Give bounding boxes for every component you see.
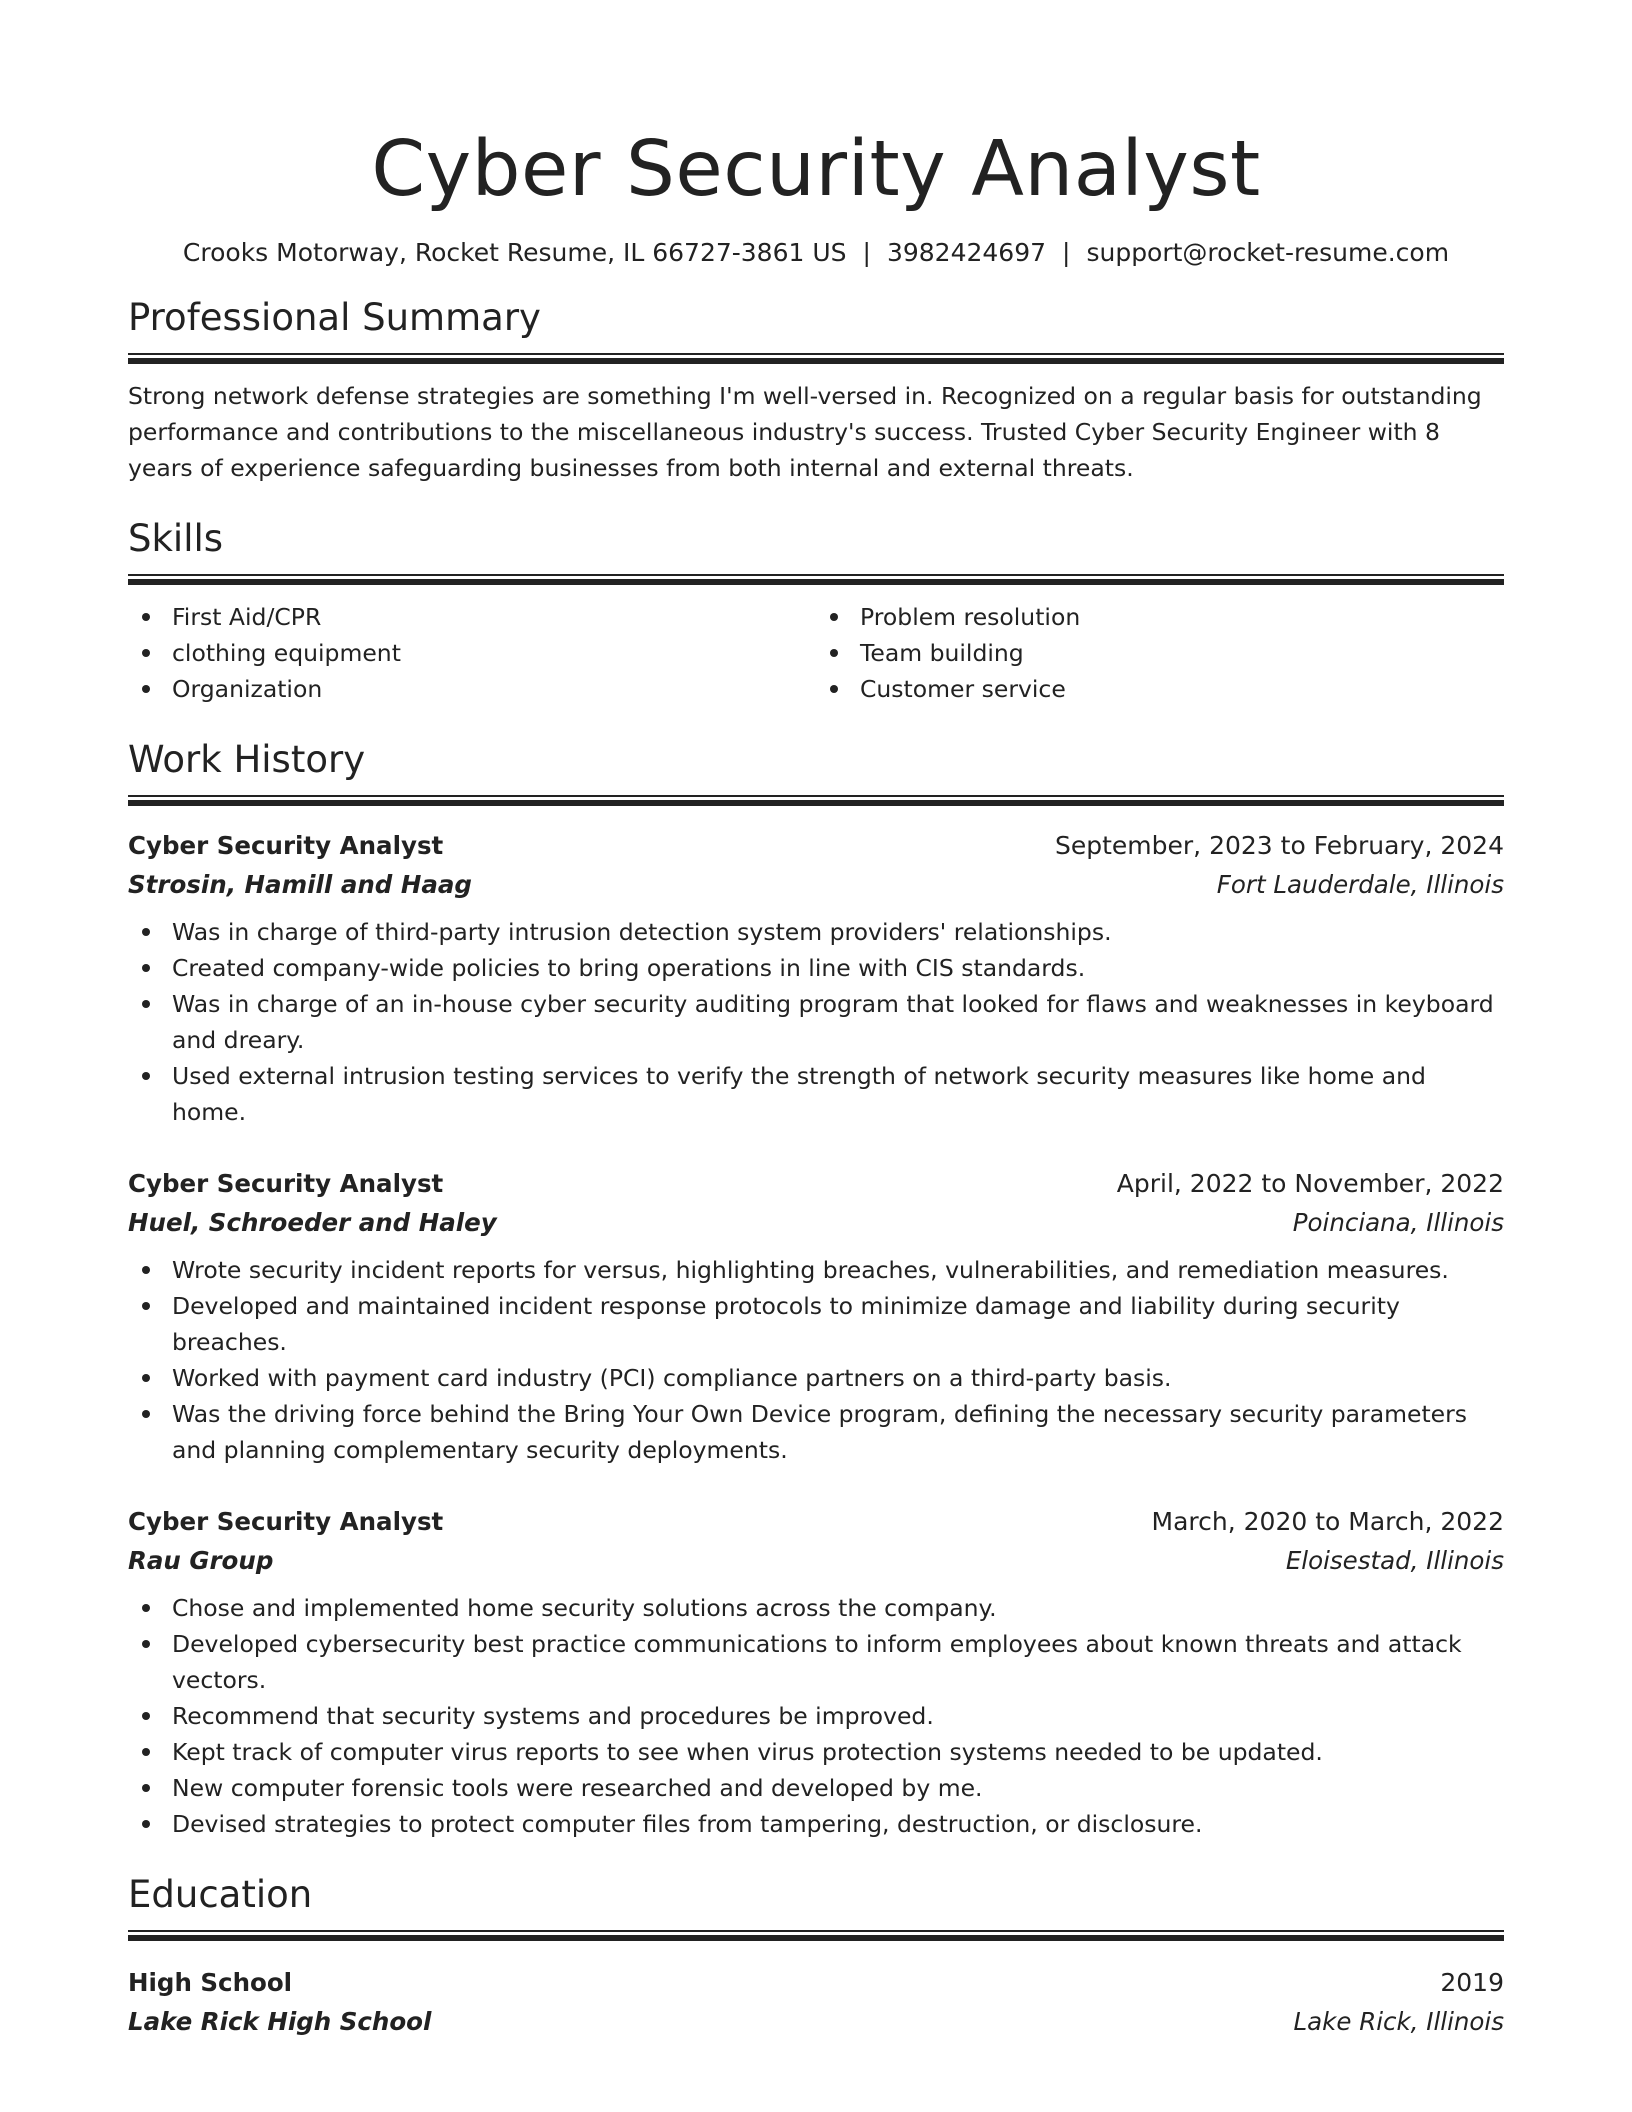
job-bullet-text: Kept track of computer virus reports to see when virus protection systems needed to be updated. [172,1738,1323,1766]
job-employer: Rau Group [128,1546,274,1575]
skill-label: Team building [860,639,1024,667]
job-bullet [128,1590,1504,1626]
section-divider [128,574,1504,585]
job-title: Cyber Security Analyst [128,1169,444,1198]
job-bullet-text: Worked with payment card industry (PCI) compliance partners on a third-party basis. [172,1364,1172,1392]
skill-item [816,671,1504,707]
job-bullets [128,1252,1504,1468]
job-title: Cyber Security Analyst [128,1507,444,1536]
job-location: Fort Lauderdale, Illinois [1216,870,1504,899]
contact-separator: | [1062,238,1071,267]
job-employer: Huel, Schroeder and Haley [128,1208,497,1237]
job-bullet-text: Used external intrusion testing services to verify the strength of network security measures like home and home. [172,1062,1426,1126]
job-employer-row [128,1542,1504,1580]
job-employer-row [128,866,1504,904]
summary-text: Strong network defense strategies are something I'm well-versed in. Recognized on a regular basis for outstanding performance and contributions to the miscellaneous industry's success. Trusted Cyber Security Engineer with 8 years of experience safeguarding businesses from both internal and external threats. [128,382,1482,482]
work-history-heading: Work History [128,738,366,781]
bullet-icon [830,649,838,657]
job-bullet-text: Recommend that security systems and procedures be improved. [172,1702,934,1730]
education-heading: Education [128,1873,313,1916]
job-bullet [128,1252,1504,1288]
skills-heading: Skills [128,517,224,560]
bullet-icon [142,685,150,693]
job-bullet [128,950,1504,986]
bullet-icon [142,1748,150,1756]
job-entry [128,826,1504,1130]
job-bullet-text: Was in charge of third-party intrusion detection system providers' relationships. [172,918,1112,946]
job-entry [128,1164,1504,1468]
contact-email: support@rocket-resume.com [1086,238,1450,267]
job-bullet [128,1058,1504,1130]
skill-item [816,635,1504,671]
job-bullets [128,914,1504,1130]
job-dates: March, 2020 to March, 2022 [1151,1507,1504,1536]
education-section [128,1872,1504,2041]
section-divider [128,1930,1504,1941]
bullet-icon [142,1266,150,1274]
job-title: Cyber Security Analyst [128,831,444,860]
bullet-icon [830,685,838,693]
skill-label: Problem resolution [860,603,1081,631]
bullet-icon [142,1820,150,1828]
education-school-row [128,2003,1504,2041]
job-entry [128,1502,1504,1842]
bullet-icon [142,1640,150,1648]
job-bullet-text: Devised strategies to protect computer files from tampering, destruction, or disclosure. [172,1810,1203,1838]
bullet-icon [142,613,150,621]
section-divider [128,795,1504,806]
education-location: Lake Rick, Illinois [1293,2007,1504,2036]
bullet-icon [830,613,838,621]
job-dates: April, 2022 to November, 2022 [1116,1169,1504,1198]
bullet-icon [142,1302,150,1310]
section-divider [128,353,1504,364]
job-header-row [128,1164,1504,1204]
education-header-row [128,1963,1504,2003]
job-employer: Strosin, Hamill and Haag [128,870,472,899]
skill-label: clothing equipment [172,639,401,667]
bullet-icon [142,1784,150,1792]
skill-label: First Aid/CPR [172,603,322,631]
job-bullet [128,1396,1504,1468]
skill-item [128,635,816,671]
contact-phone: 3982424697 [886,238,1047,267]
bullet-icon [142,1374,150,1382]
job-bullet-text: Chose and implemented home security solutions across the company. [172,1594,997,1622]
contact-separator: | [862,238,871,267]
skill-item [128,599,816,635]
job-bullet [128,1806,1504,1842]
job-bullet [128,1288,1504,1360]
job-bullet-text: Developed and maintained incident response protocols to minimize damage and liability during security breaches. [172,1292,1400,1356]
job-bullet-text: Was in charge of an in-house cyber security auditing program that looked for flaws and weaknesses in keyboard and dreary. [172,990,1494,1054]
bullet-icon [142,928,150,936]
bullet-icon [142,1410,150,1418]
job-bullet [128,1770,1504,1806]
job-location: Eloisestad, Illinois [1285,1546,1504,1575]
job-header-row [128,826,1504,866]
education-year: 2019 [1440,1968,1504,1997]
job-bullet-text: Developed cybersecurity best practice communications to inform employees about known threats and attack vectors. [172,1630,1462,1694]
work-history-section [128,737,1504,1842]
education-school: Lake Rick High School [128,2007,432,2036]
job-bullet [128,986,1504,1058]
job-bullet-text: New computer forensic tools were researched and developed by me. [172,1774,983,1802]
skills-grid [128,599,1504,707]
summary-section [128,295,1504,486]
contact-line [128,237,1504,269]
job-bullets [128,1590,1504,1842]
job-bullet [128,914,1504,950]
bullet-icon [142,1604,150,1612]
job-bullet [128,1626,1504,1698]
education-entry [128,1963,1504,2041]
bullet-icon [142,964,150,972]
job-header-row [128,1502,1504,1542]
skill-item [128,671,816,707]
job-bullet-text: Wrote security incident reports for versus, highlighting breaches, vulnerabilities, and remediation measures. [172,1256,1449,1284]
job-bullet [128,1360,1504,1396]
skill-item [816,599,1504,635]
contact-address: Crooks Motorway, Rocket Resume, IL 66727-3861 US [182,238,847,267]
skills-section [128,516,1504,707]
job-bullet-text: Created company-wide policies to bring operations in line with CIS standards. [172,954,1086,982]
bullet-icon [142,649,150,657]
skill-label: Customer service [860,675,1066,703]
job-bullet [128,1734,1504,1770]
job-dates: September, 2023 to February, 2024 [1055,831,1504,860]
education-degree: High School [128,1968,293,1997]
bullet-icon [142,1072,150,1080]
job-employer-row [128,1204,1504,1242]
bullet-icon [142,1000,150,1008]
bullet-icon [142,1712,150,1720]
summary-heading: Professional Summary [128,296,541,339]
job-location: Poinciana, Illinois [1292,1208,1504,1237]
resume-name: Cyber Security Analyst [371,125,1261,214]
job-bullet [128,1698,1504,1734]
skills-column-left [128,599,816,707]
skills-column-right [816,599,1504,707]
skill-label: Organization [172,675,323,703]
job-bullet-text: Was the driving force behind the Bring Your Own Device program, defining the necessary security parameters and planning complementary security deployments. [172,1400,1468,1464]
